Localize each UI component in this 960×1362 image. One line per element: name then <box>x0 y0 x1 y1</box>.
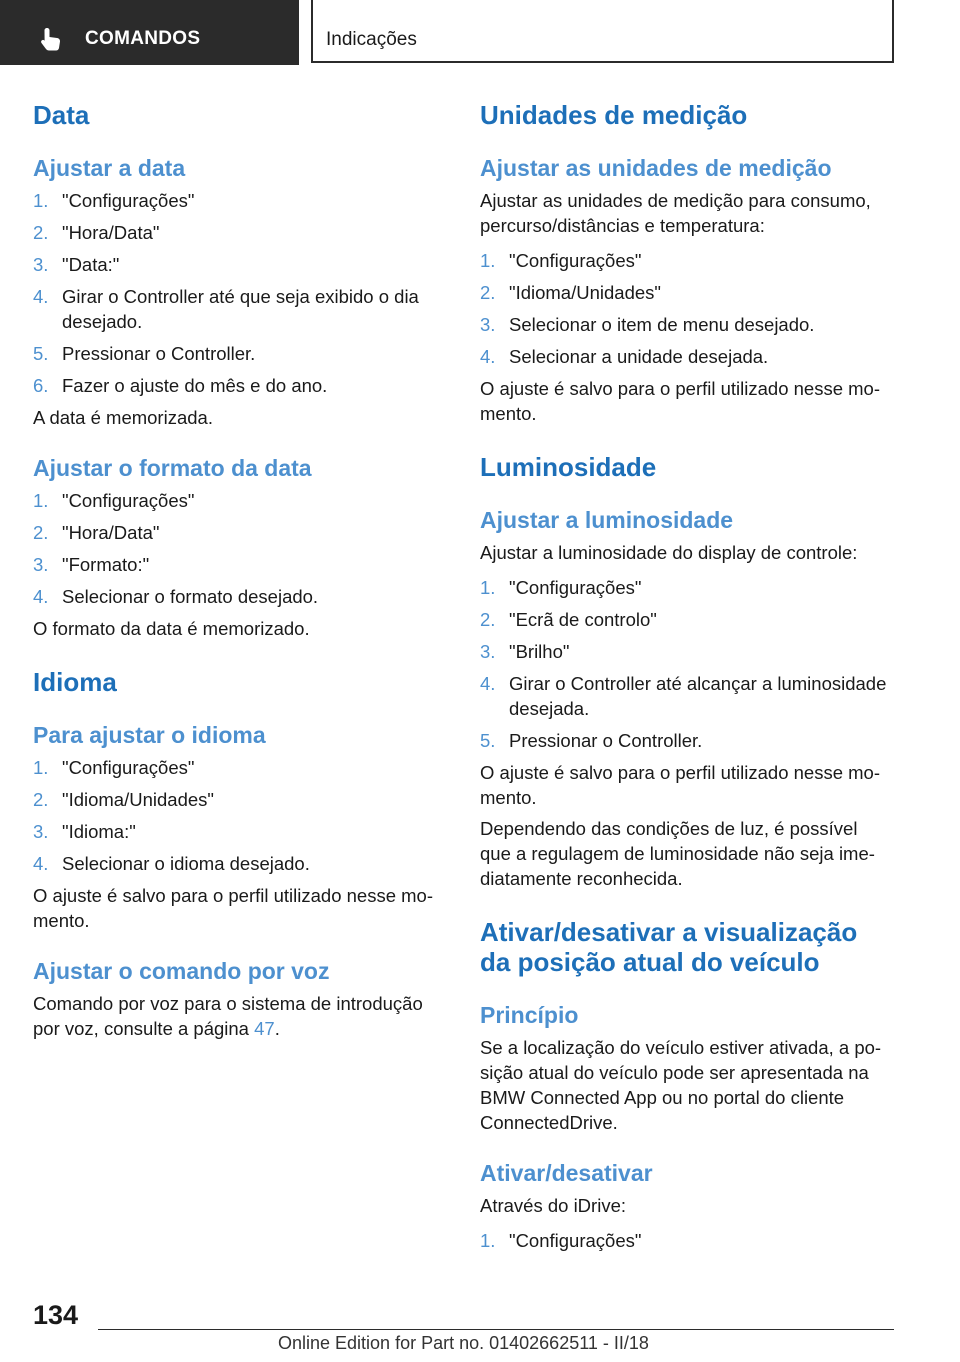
heading-ajustar-unidades: Ajustar as unidades de medição <box>480 155 832 181</box>
left-column <box>33 100 443 1041</box>
heading-ajustar-luminosidade: Ajustar a luminosidade <box>480 507 734 533</box>
list-item: 2. "Hora/Data" <box>33 522 160 543</box>
list-item: 1. "Configurações" <box>480 577 642 598</box>
footer-edition: Online Edition for Part no. 01402662511 - II/18 <box>278 1333 649 1353</box>
list-item: 3. "Data:" <box>33 254 120 275</box>
list-item: 1. "Configurações" <box>480 1230 642 1251</box>
heading-data: Data <box>33 100 90 130</box>
list-item: 3. "Idioma:" <box>33 821 136 842</box>
note-idioma: O ajuste é salvo para o perfil utilizado nesse mo-mento. <box>33 885 434 931</box>
heading-formato-data: Ajustar o formato da data <box>33 455 312 481</box>
steps-ajustar-data <box>33 188 443 398</box>
list-item: 3. Selecionar o item de menu desejado. <box>480 314 815 335</box>
heading-principio: Princípio <box>480 1002 579 1028</box>
page-link[interactable]: 47 <box>254 1018 275 1039</box>
list-item: 1. "Configurações" <box>33 490 195 511</box>
list-item: 2. "Idioma/Unidades" <box>33 789 214 810</box>
list-item: 1. "Configurações" <box>33 757 195 778</box>
note-unidades: O ajuste é salvo para o perfil utilizado nesse mo-mento. <box>480 378 881 424</box>
note-formato: O formato da data é memorizado. <box>33 618 310 639</box>
list-item: 4. Girar o Controller até que seja exibido o dia desejado. <box>33 286 419 332</box>
chapter-tab[interactable] <box>0 0 299 65</box>
steps-unidades <box>480 248 890 369</box>
note-luminosidade: O ajuste é salvo para o perfil utilizado nesse mo-mento. <box>480 762 881 808</box>
intro-luminosidade: Ajustar a luminosidade do display de controle: <box>480 542 858 563</box>
chapter-tab-label: COMANDOS <box>85 28 201 49</box>
right-column <box>480 100 890 1260</box>
page-number: 134 <box>33 1300 79 1330</box>
list-item: 6. Fazer o ajuste do mês e do ano. <box>33 375 328 396</box>
pointing-hand-icon <box>38 26 64 52</box>
heading-comando-voz: Ajustar o comando por voz <box>33 958 330 984</box>
heading-luminosidade: Luminosidade <box>480 452 657 482</box>
list-item: 3. "Brilho" <box>480 641 570 662</box>
list-item: 4. Selecionar o idioma desejado. <box>33 853 310 874</box>
list-item: 2. "Idioma/Unidades" <box>480 282 661 303</box>
note2-luminosidade: Dependendo das condições de luz, é possível que a regulagem de luminosidade não seja ime-diatamente reconhecida. <box>480 818 875 889</box>
intro-ativar: Através do iDrive: <box>480 1195 626 1216</box>
steps-formato-data <box>33 488 443 609</box>
steps-ajustar-idioma <box>33 755 443 876</box>
heading-idioma: Idioma <box>33 667 117 697</box>
steps-ativar <box>480 1228 890 1253</box>
heading-unidades: Unidades de medição <box>480 100 748 130</box>
list-item: 2. "Hora/Data" <box>33 222 160 243</box>
list-item: 1. "Configurações" <box>33 190 195 211</box>
list-item: 2. "Ecrã de controlo" <box>480 609 657 630</box>
intro-unidades: Ajustar as unidades de medição para consumo, percurso/distâncias e temperatura: <box>480 190 871 236</box>
list-item: 4. Girar o Controller até alcançar a luminosidade desejada. <box>480 673 887 719</box>
steps-luminosidade <box>480 575 890 753</box>
note-data: A data é memorizada. <box>33 407 213 428</box>
list-item: 4. Selecionar a unidade desejada. <box>480 346 769 367</box>
list-item: 5. Pressionar o Controller. <box>480 730 703 751</box>
section-header <box>311 0 894 63</box>
heading-ativar-desativar: Ativar/desativar <box>480 1160 653 1186</box>
list-item: 5. Pressionar o Controller. <box>33 343 256 364</box>
list-item: 1. "Configurações" <box>480 250 642 271</box>
section-header-label: Indicações <box>326 29 417 50</box>
heading-ajustar-idioma: Para ajustar o idioma <box>33 722 266 748</box>
heading-ajustar-data: Ajustar a data <box>33 155 186 181</box>
paragraph-principio: Se a localização do veículo estiver ativada, a po-sição atual do veículo pode ser apresentada na BMW Connected App ou no portal do cliente ConnectedDrive. <box>480 1037 882 1133</box>
paragraph-comando-voz: Comando por voz para o sistema de introdução por voz, consulte a página 47. <box>33 993 423 1039</box>
footer-divider <box>98 1329 894 1330</box>
list-item: 4. Selecionar o formato desejado. <box>33 586 319 607</box>
heading-posicao: Ativar/desativar a visualização da posição atual do veículo <box>480 917 858 977</box>
list-item: 3. "Formato:" <box>33 554 150 575</box>
